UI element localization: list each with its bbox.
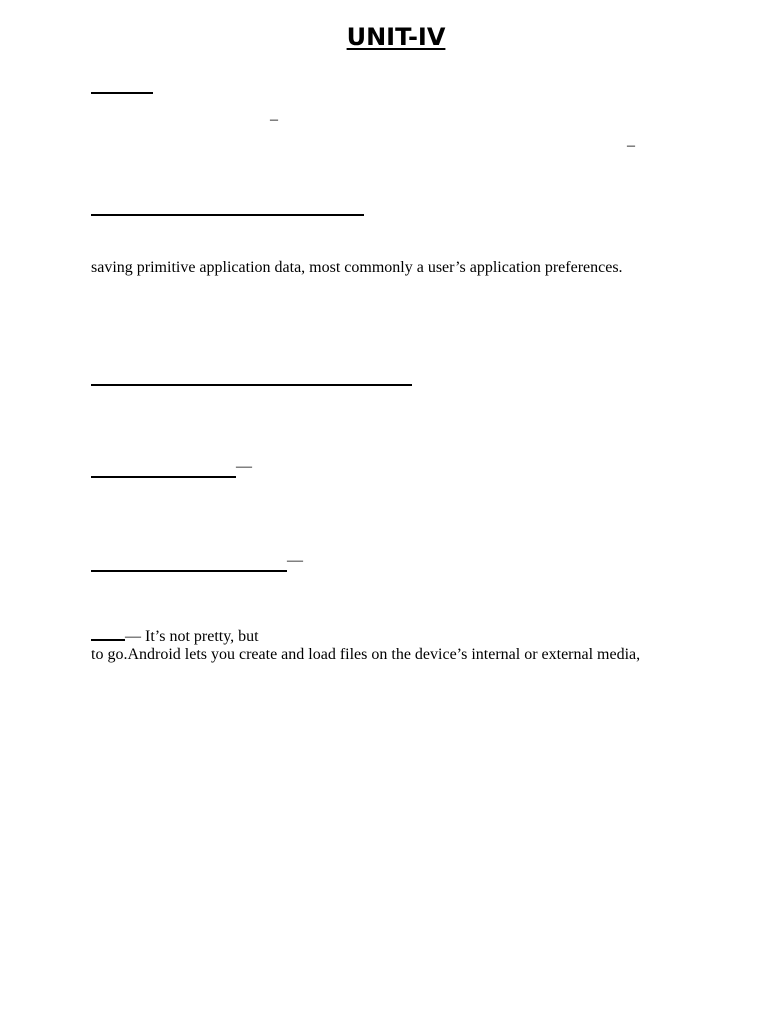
- em-dash-mark-2: —: [287, 552, 303, 569]
- section-heading-underline-3: [91, 384, 412, 386]
- files-paragraph-line-2: to go.Android lets you create and load files on the device’s internal or external media,: [91, 646, 641, 663]
- blank-underlined-word: [91, 625, 125, 641]
- page-title: UNIT-IV: [346, 23, 446, 51]
- section-heading-underline-2: [91, 214, 364, 216]
- section-heading-underline-5: [91, 570, 287, 572]
- dash-mark-2: –: [627, 137, 635, 154]
- files-paragraph-line-1: [91, 625, 259, 647]
- shared-preferences-paragraph: saving primitive application data, most commonly a user’s application preferences.: [91, 259, 623, 276]
- section-heading-underline-1: [91, 92, 153, 94]
- files-paragraph-line-1-text: — It’s not pretty, but: [125, 628, 259, 645]
- dash-mark-1: –: [270, 111, 278, 128]
- em-dash-mark-1: —: [236, 458, 252, 475]
- section-heading-underline-4: [91, 476, 236, 478]
